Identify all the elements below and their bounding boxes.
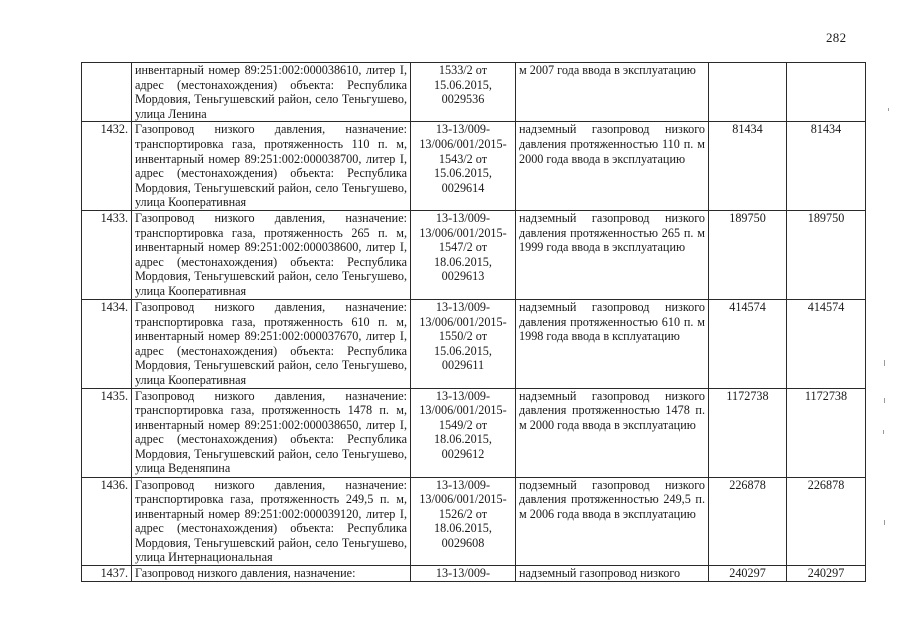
object-description-cell-text: м 2007 года ввода в эксплуатацию [519, 63, 696, 77]
row-number-text: 1435. [100, 388, 128, 403]
object-description-cell-text: надземный газопровод низкого давления протяженностью 265 п. м 1999 года ввода в эксплуатацию [519, 210, 705, 255]
table-row [82, 477, 866, 566]
table-row [82, 566, 866, 582]
object-description-cell-text: надземный газопровод низкого давления протяженностью 1478 п. м 2000 года ввода в эксплуатацию [519, 388, 705, 432]
row-number-text: 1436. [100, 477, 128, 492]
value-cell [709, 210, 787, 299]
object-name-cell [132, 566, 411, 582]
registration-record-cell-text: 13-13/009-13/006/001/2015-1549/2 от 18.06.2015, 0029612 [419, 388, 507, 461]
value-cell [709, 63, 787, 122]
value-cell [709, 122, 787, 211]
object-description-cell [516, 388, 709, 477]
registration-record-cell [411, 299, 516, 388]
object-description-cell [516, 566, 709, 582]
row-number-text: 1437. [100, 566, 128, 581]
registry-table-body [82, 63, 866, 582]
registration-record-cell [411, 566, 516, 582]
registration-record-cell-text: 13-13/009-13/006/001/2015-1543/2 от 15.06.2015, 0029614 [419, 122, 507, 195]
object-description-cell-text: надземный газопровод низкого давления протяженностью 610 п. м 1998 года ввода в ксплуатацию [519, 299, 705, 344]
value-cell [709, 299, 787, 388]
object-description-cell [516, 477, 709, 566]
scan-speck [883, 430, 884, 434]
row-number-text: 1433. [100, 210, 128, 225]
registration-record-cell-text: 13-13/009-13/006/001/2015-1547/2 от 18.06.2015, 0029613 [419, 210, 507, 284]
value-cell [787, 388, 866, 477]
row-number [82, 299, 132, 388]
object-name-cell-text: Газопровод низкого давления, назначение: [135, 566, 356, 581]
registration-record-cell [411, 63, 516, 122]
object-description-cell [516, 299, 709, 388]
value-cell [787, 63, 866, 122]
row-number [82, 122, 132, 211]
registration-record-cell-text: 13-13/009-13/006/001/2015-1550/2 от 15.06.2015, 0029611 [419, 299, 507, 373]
object-name-cell-text: инвентарный номер 89:251:002:000038610, литер I, адрес (местонахождения) объекта: Республика Мордовия, Теньгушевский район, село Теньгушево, улица Ленина [135, 63, 407, 121]
row-number [82, 210, 132, 299]
object-description-cell-text: надземный газопровод низкого [519, 566, 681, 581]
object-name-cell [132, 388, 411, 477]
object-description-cell [516, 122, 709, 211]
value-cell-text: 189750 [729, 210, 766, 225]
value-cell-text: 226878 [807, 477, 845, 492]
table-row [82, 299, 866, 388]
value-cell-text: 226878 [729, 477, 766, 492]
page-number: 282 [826, 30, 847, 45]
row-number [82, 566, 132, 582]
value-cell [709, 388, 787, 477]
value-cell-text: 1172738 [726, 388, 769, 403]
scan-speck [884, 520, 885, 525]
value-cell [787, 299, 866, 388]
registration-record-cell-text: 1533/2 от 15.06.2015, 0029536 [434, 63, 492, 107]
row-number [82, 477, 132, 566]
row-number [82, 63, 132, 122]
registration-record-cell-text: 13-13/009-13/006/001/2015-1526/2 от 18.06.2015, 0029608 [419, 477, 507, 550]
value-cell-text: 240297 [807, 566, 845, 581]
object-name-cell [132, 477, 411, 566]
value-cell [787, 566, 866, 582]
registration-record-cell [411, 210, 516, 299]
value-cell-text: 189750 [807, 210, 845, 225]
value-cell-text: 414574 [807, 299, 845, 314]
value-cell [787, 477, 866, 566]
object-name-cell [132, 210, 411, 299]
value-cell [709, 566, 787, 582]
row-number-text: 1432. [100, 122, 128, 137]
value-cell-text: 1172738 [804, 388, 848, 403]
table-row [82, 63, 866, 122]
registration-record-cell [411, 122, 516, 211]
value-cell-text: 414574 [729, 299, 766, 314]
object-name-cell [132, 122, 411, 211]
object-description-cell [516, 210, 709, 299]
scan-speck [884, 360, 885, 366]
object-name-cell-text: Газопровод низкого давления, назначение: транспортировка газа, протяженность 265 п. м, инвентарный номер 89:251:002:000038600, литер I, адрес (местонахождения) объекта: Республика Мордовия, Теньгушевский район, село Теньгушево, улица Кооперативная [135, 210, 407, 298]
registration-record-cell [411, 388, 516, 477]
object-description-cell-text: надземный газопровод низкого давления протяженностью 110 п. м 2000 года ввода в эксплуатацию [519, 122, 705, 166]
object-name-cell-text: Газопровод низкого давления, назначение: транспортировка газа, протяженность 110 п. м, инвентарный номер 89:251:002:000038700, литер I, адрес (местонахождения) объекта: Республика Мордовия, Теньгушевский район, село Теньгушево, улица Кооперативная [135, 122, 407, 210]
row-number-text: 1434. [100, 299, 128, 314]
value-cell [787, 122, 866, 211]
object-name-cell [132, 63, 411, 122]
scan-speck [888, 108, 889, 111]
table-row [82, 388, 866, 477]
object-name-cell-text: Газопровод низкого давления, назначение: транспортировка газа, протяженность 249,5 п. м, инвентарный номер 89:251:002:000039120, литер I, адрес (местонахождения) объекта: Республика Мордовия, Теньгушевский район, село Теньгушево, улица Интернациональная [135, 477, 407, 565]
row-number [82, 388, 132, 477]
object-description-cell [516, 63, 709, 122]
object-name-cell-text: Газопровод низкого давления, назначение: транспортировка газа, протяженность 610 п. м, инвентарный номер 89:251:002:000037670, литер I, адрес (местонахождения) объекта: Республика Мордовия, Теньгушевский район, село Теньгушево, улица Кооперативная [135, 299, 407, 387]
value-cell-text: 81434 [732, 122, 763, 137]
object-description-cell-text: подземный газопровод низкого давления протяженностью 249,5 п. м 2006 года ввода в эксплуатацию [519, 477, 705, 521]
scan-speck [884, 398, 885, 403]
object-name-cell [132, 299, 411, 388]
value-cell-text: 240297 [729, 566, 766, 581]
property-registry-table [81, 62, 866, 582]
object-name-cell-text: Газопровод низкого давления, назначение: транспортировка газа, протяженность 1478 п. м, инвентарный номер 89:251:002:000038650, литер I, адрес (местонахождения) объекта: Республика Мордовия, Теньгушевский район, село Теньгушево, улица Веденяпина [135, 388, 407, 476]
table-row [82, 210, 866, 299]
registration-record-cell-text: 13-13/009- [435, 566, 491, 581]
table-row [82, 122, 866, 211]
registration-record-cell [411, 477, 516, 566]
value-cell [787, 210, 866, 299]
value-cell [709, 477, 787, 566]
value-cell-text: 81434 [810, 122, 842, 137]
